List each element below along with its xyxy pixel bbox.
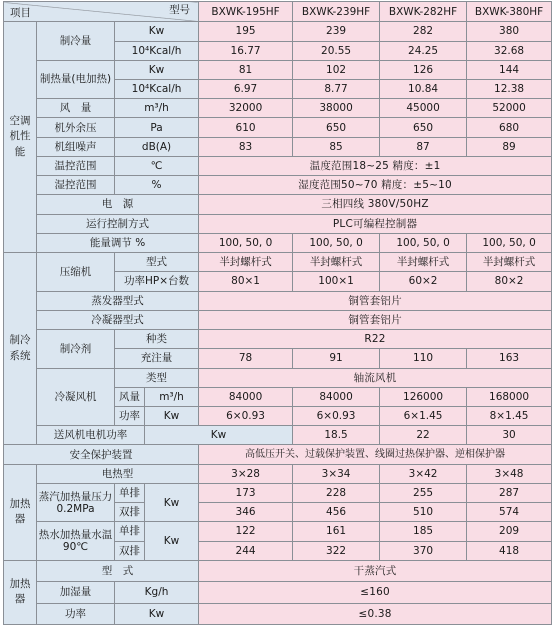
hot-water-single-value: 122 — [199, 522, 293, 541]
airflow-value: 38000 — [293, 99, 380, 118]
cond-fan-airflow-unit: m³/h — [145, 387, 199, 406]
cooling-kcal-value: 24.25 — [380, 41, 467, 60]
static-pressure-value: 650 — [380, 118, 467, 137]
heating-kcal-value: 12.38 — [467, 80, 552, 99]
static-pressure-label: 机外余压 — [37, 118, 115, 137]
elec-type-value: 3×34 — [293, 464, 380, 483]
noise-value: 83 — [199, 137, 293, 156]
supply-fan-unit: Kw — [145, 426, 293, 445]
static-pressure-value: 680 — [467, 118, 552, 137]
capacity-adjust-value: 100, 50, 0 — [199, 233, 293, 252]
heating-kcal-value: 10.84 — [380, 80, 467, 99]
humidity-control-value: 湿度范围50~70 精度：±5~10 — [199, 176, 552, 195]
heating-kw-value: 144 — [467, 60, 552, 79]
power-supply-value: 三相四线 380V/50HZ — [199, 195, 552, 214]
cooling-label: 制冷量 — [37, 22, 115, 60]
noise-value: 85 — [293, 137, 380, 156]
humid-power-value: ≤0.38 — [199, 603, 552, 624]
supply-fan-value: 18.5 — [293, 426, 380, 445]
humidifier-section-label: 加热器 — [4, 560, 37, 624]
heater-section-label: 加热器 — [4, 464, 37, 560]
steam-single-value: 228 — [293, 483, 380, 502]
cond-fan-power-unit: Kw — [145, 406, 199, 425]
static-pressure-value: 610 — [199, 118, 293, 137]
supply-fan-label: 送风机电机功率 — [37, 426, 145, 445]
humidity-control-label: 湿控范围 — [37, 176, 115, 195]
model-header-1: BXWK-195HF — [199, 2, 293, 22]
cond-fan-airflow-value: 126000 — [380, 387, 467, 406]
airflow-value: 45000 — [380, 99, 467, 118]
cond-fan-airflow-value: 84000 — [293, 387, 380, 406]
elec-type-value: 3×28 — [199, 464, 293, 483]
cond-fan-power-value: 6×0.93 — [293, 406, 380, 425]
model-header: 型号 — [169, 4, 191, 16]
hot-water-single-label: 单排 — [115, 522, 145, 541]
heating-unit-kw: Kw — [115, 60, 199, 79]
humid-power-label: 功率 — [37, 603, 115, 624]
steam-single-label: 单排 — [115, 483, 145, 502]
airflow-value: 52000 — [467, 99, 552, 118]
condenser-label: 冷凝器型式 — [37, 310, 199, 329]
capacity-adjust-value: 100, 50, 0 — [380, 233, 467, 252]
hot-water-single-value: 209 — [467, 522, 552, 541]
hot-water-double-value: 370 — [380, 541, 467, 560]
supply-fan-value: 22 — [380, 426, 467, 445]
safety-label: 安全保护装置 — [4, 445, 199, 464]
refrigerant-charge-value: 163 — [467, 349, 552, 368]
heating-kcal-value: 8.77 — [293, 80, 380, 99]
cond-fan-type-label: 类型 — [115, 368, 199, 387]
noise-label: 机组噪声 — [37, 137, 115, 156]
cond-fan-power-value: 6×1.45 — [380, 406, 467, 425]
supply-fan-value: 30 — [467, 426, 552, 445]
airflow-unit: m³/h — [115, 99, 199, 118]
compressor-type-label: 型式 — [115, 253, 199, 272]
steam-double-value: 510 — [380, 503, 467, 522]
static-pressure-unit: Pa — [115, 118, 199, 137]
item-header: 项目 — [10, 7, 31, 20]
steam-single-value: 255 — [380, 483, 467, 502]
spec-table — [3, 1, 552, 625]
cooling-kcal-value: 16.77 — [199, 41, 293, 60]
compressor-type-value: 半封螺杆式 — [467, 253, 552, 272]
safety-value: 高低压开关、过载保护装置、线圈过热保护器、逆相保护器 — [199, 445, 552, 464]
compressor-type-value: 半封螺杆式 — [293, 253, 380, 272]
temp-control-value: 温度范围18~25 精度：±1 — [199, 156, 552, 175]
cooling-kcal-value: 20.55 — [293, 41, 380, 60]
humid-amount-unit: Kg/h — [115, 582, 199, 603]
hot-water-double-value: 322 — [293, 541, 380, 560]
compressor-power-value: 80×1 — [199, 272, 293, 291]
refrigerant-charge-value: 110 — [380, 349, 467, 368]
elec-type-value: 3×42 — [380, 464, 467, 483]
hot-water-unit: Kw — [145, 522, 199, 560]
steam-double-value: 346 — [199, 503, 293, 522]
steam-label: 蒸汽加热量压力0.2MPa — [37, 483, 115, 521]
cooling-kcal-value: 32.68 — [467, 41, 552, 60]
cond-fan-airflow-value: 168000 — [467, 387, 552, 406]
cond-fan-power-label: 功率 — [115, 406, 145, 425]
heating-kw-value: 102 — [293, 60, 380, 79]
cond-fan-label: 冷凝风机 — [37, 368, 115, 426]
capacity-adjust-label: 能量调节 % — [37, 233, 199, 252]
cooling-kw-value: 195 — [199, 22, 293, 41]
hot-water-single-value: 185 — [380, 522, 467, 541]
hot-water-label: 热水加热量水温90℃ — [37, 522, 115, 560]
capacity-adjust-value: 100, 50, 0 — [467, 233, 552, 252]
steam-single-value: 173 — [199, 483, 293, 502]
refrigerant-label: 制冷剂 — [37, 330, 115, 368]
hot-water-double-value: 418 — [467, 541, 552, 560]
model-header-4: BXWK-380HF — [467, 2, 552, 22]
compressor-power-value: 80×2 — [467, 272, 552, 291]
control-mode-label: 运行控制方式 — [37, 214, 199, 233]
capacity-adjust-value: 100, 50, 0 — [293, 233, 380, 252]
refrig-section-label: 制冷系统 — [4, 253, 37, 445]
humid-type-value: 干蒸汽式 — [199, 560, 552, 581]
cooling-kw-value: 239 — [293, 22, 380, 41]
refrigerant-charge-label: 充注量 — [115, 349, 199, 368]
ac-section-label: 空调机性能 — [4, 22, 37, 253]
temp-control-unit: ℃ — [115, 156, 199, 175]
refrigerant-kind-value: R22 — [199, 330, 552, 349]
cond-fan-airflow-value: 84000 — [199, 387, 293, 406]
cond-fan-airflow-label: 风量 — [115, 387, 145, 406]
noise-value: 87 — [380, 137, 467, 156]
heating-label: 制热量(电加热) — [37, 60, 115, 98]
humidity-control-unit: % — [115, 176, 199, 195]
steam-unit: Kw — [145, 483, 199, 521]
compressor-label: 压缩机 — [37, 253, 115, 291]
cond-fan-type-value: 轴流风机 — [199, 368, 552, 387]
cooling-kw-value: 282 — [380, 22, 467, 41]
cooling-unit-kcal: 10⁴Kcal/h — [115, 41, 199, 60]
steam-double-value: 574 — [467, 503, 552, 522]
compressor-type-value: 半封螺杆式 — [380, 253, 467, 272]
refrigerant-kind-label: 种类 — [115, 330, 199, 349]
steam-double-label: 双排 — [115, 503, 145, 522]
compressor-type-value: 半封螺杆式 — [199, 253, 293, 272]
hot-water-single-value: 161 — [293, 522, 380, 541]
model-header-3: BXWK-282HF — [380, 2, 467, 22]
elec-type-label: 电热型 — [37, 464, 199, 483]
steam-single-value: 287 — [467, 483, 552, 502]
cooling-unit-kw: Kw — [115, 22, 199, 41]
airflow-value: 32000 — [199, 99, 293, 118]
static-pressure-value: 650 — [293, 118, 380, 137]
heating-kw-value: 126 — [380, 60, 467, 79]
refrigerant-charge-value: 78 — [199, 349, 293, 368]
evaporator-label: 蒸发器型式 — [37, 291, 199, 310]
humid-amount-label: 加湿量 — [37, 582, 115, 603]
power-supply-label: 电 源 — [37, 195, 199, 214]
hot-water-double-label: 双排 — [115, 541, 145, 560]
temp-control-label: 温控范围 — [37, 156, 115, 175]
elec-type-value: 3×48 — [467, 464, 552, 483]
condenser-value: 铜管套铝片 — [199, 310, 552, 329]
cooling-kw-value: 380 — [467, 22, 552, 41]
compressor-power-label: 功率HP×台数 — [115, 272, 199, 291]
hot-water-double-value: 244 — [199, 541, 293, 560]
steam-double-value: 456 — [293, 503, 380, 522]
evaporator-value: 铜管套铝片 — [199, 291, 552, 310]
heating-kcal-value: 6.97 — [199, 80, 293, 99]
heating-kw-value: 81 — [199, 60, 293, 79]
airflow-label: 风 量 — [37, 99, 115, 118]
cond-fan-power-value: 6×0.93 — [199, 406, 293, 425]
noise-unit: dB(A) — [115, 137, 199, 156]
humid-power-unit: Kw — [115, 603, 199, 624]
compressor-power-value: 100×1 — [293, 272, 380, 291]
compressor-power-value: 60×2 — [380, 272, 467, 291]
humid-amount-value: ≤160 — [199, 582, 552, 603]
cond-fan-power-value: 8×1.45 — [467, 406, 552, 425]
model-header-2: BXWK-239HF — [293, 2, 380, 22]
humid-type-label: 型 式 — [37, 560, 199, 581]
refrigerant-charge-value: 91 — [293, 349, 380, 368]
control-mode-value: PLC可编程控制器 — [199, 214, 552, 233]
heating-unit-kcal: 10⁴Kcal/h — [115, 80, 199, 99]
noise-value: 89 — [467, 137, 552, 156]
header-corner-cell — [4, 2, 199, 22]
